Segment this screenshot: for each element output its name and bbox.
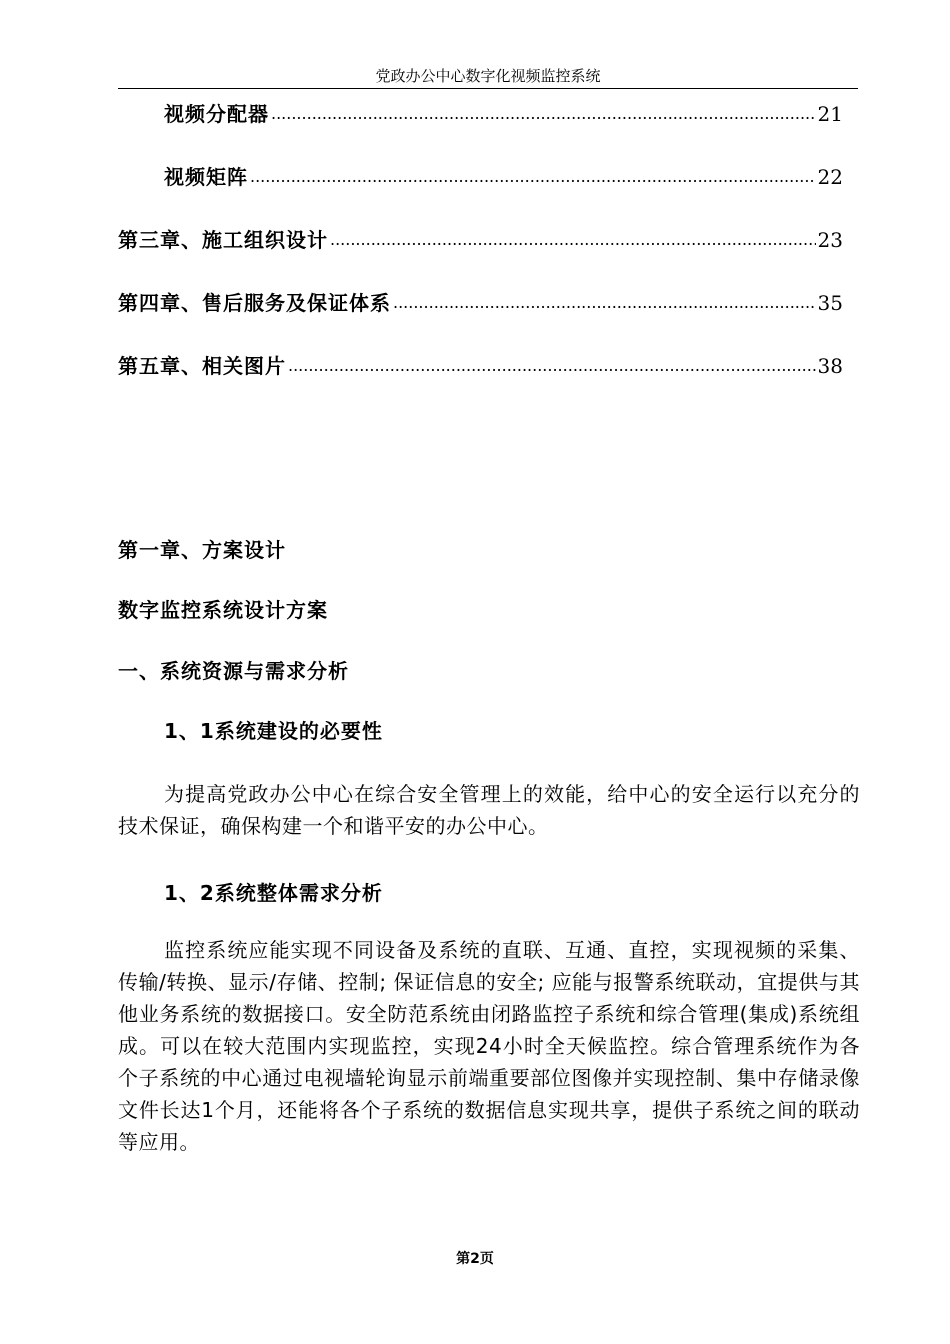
toc-entry-page: 35 — [817, 291, 843, 315]
heading-1-1: 1、1系统建设的必要性 — [164, 719, 383, 743]
page-header-title: 党政办公中心数字化视频监控系统 — [375, 67, 601, 85]
paragraph-1-1: 为提高党政办公中心在综合安全管理上的效能，给中心的安全运行以充分的技术保证，确保构建一个和谐平安的办公中心。 — [118, 782, 860, 838]
toc-entry[interactable] — [118, 288, 843, 318]
toc-entry-label: 视频矩阵 — [164, 165, 248, 189]
heading-1-2: 1、2系统整体需求分析 — [164, 881, 383, 905]
subsection-title: 一、系统资源与需求分析 — [118, 659, 349, 683]
paragraph-1-2: 监控系统应能实现不同设备及系统的直联、互通、直控，实现视频的采集、传输/转换、显示/存储、控制; 保证信息的安全; 应能与报警系统联动，宜提供与其他业务系统的数据接口。安全防范系统由闭路监控子系统和综合管理(集成)系统组成。可以在较大范围内实现监控，实现24小时全天候监控。综合管理系统作为各个子系统的中心通过电视墙轮询显示前端重要部位图像并实现控制、集中存储录像文件长达1个月，还能将各个子系统的数据信息实现共享，提供子系统之间的联动等应用。 — [118, 938, 860, 1154]
toc-entry-page: 22 — [817, 165, 843, 189]
toc-dot-leader — [393, 288, 816, 318]
toc-entry-label: 第五章、相关图片 — [118, 354, 286, 378]
toc-entry-page: 21 — [817, 102, 843, 126]
header-divider — [118, 88, 858, 89]
toc-dot-leader — [271, 99, 816, 129]
toc-dot-leader — [330, 225, 816, 255]
toc-entry[interactable] — [118, 162, 843, 192]
toc-dot-leader — [288, 351, 816, 381]
toc-entry-label: 第四章、售后服务及保证体系 — [118, 291, 391, 315]
toc-entry[interactable] — [118, 99, 843, 129]
toc-entry-label: 第三章、施工组织设计 — [118, 228, 328, 252]
toc-dot-leader — [250, 162, 816, 192]
chapter-title: 第一章、方案设计 — [118, 538, 286, 562]
toc-entry-label: 视频分配器 — [164, 102, 269, 126]
page-number: 第2页 — [456, 1251, 494, 1267]
section-title: 数字监控系统设计方案 — [118, 598, 328, 622]
toc-entry-page: 38 — [817, 354, 843, 378]
toc-entry[interactable] — [118, 351, 843, 381]
toc-entry-page: 23 — [817, 228, 843, 252]
toc-entry[interactable] — [118, 225, 843, 255]
